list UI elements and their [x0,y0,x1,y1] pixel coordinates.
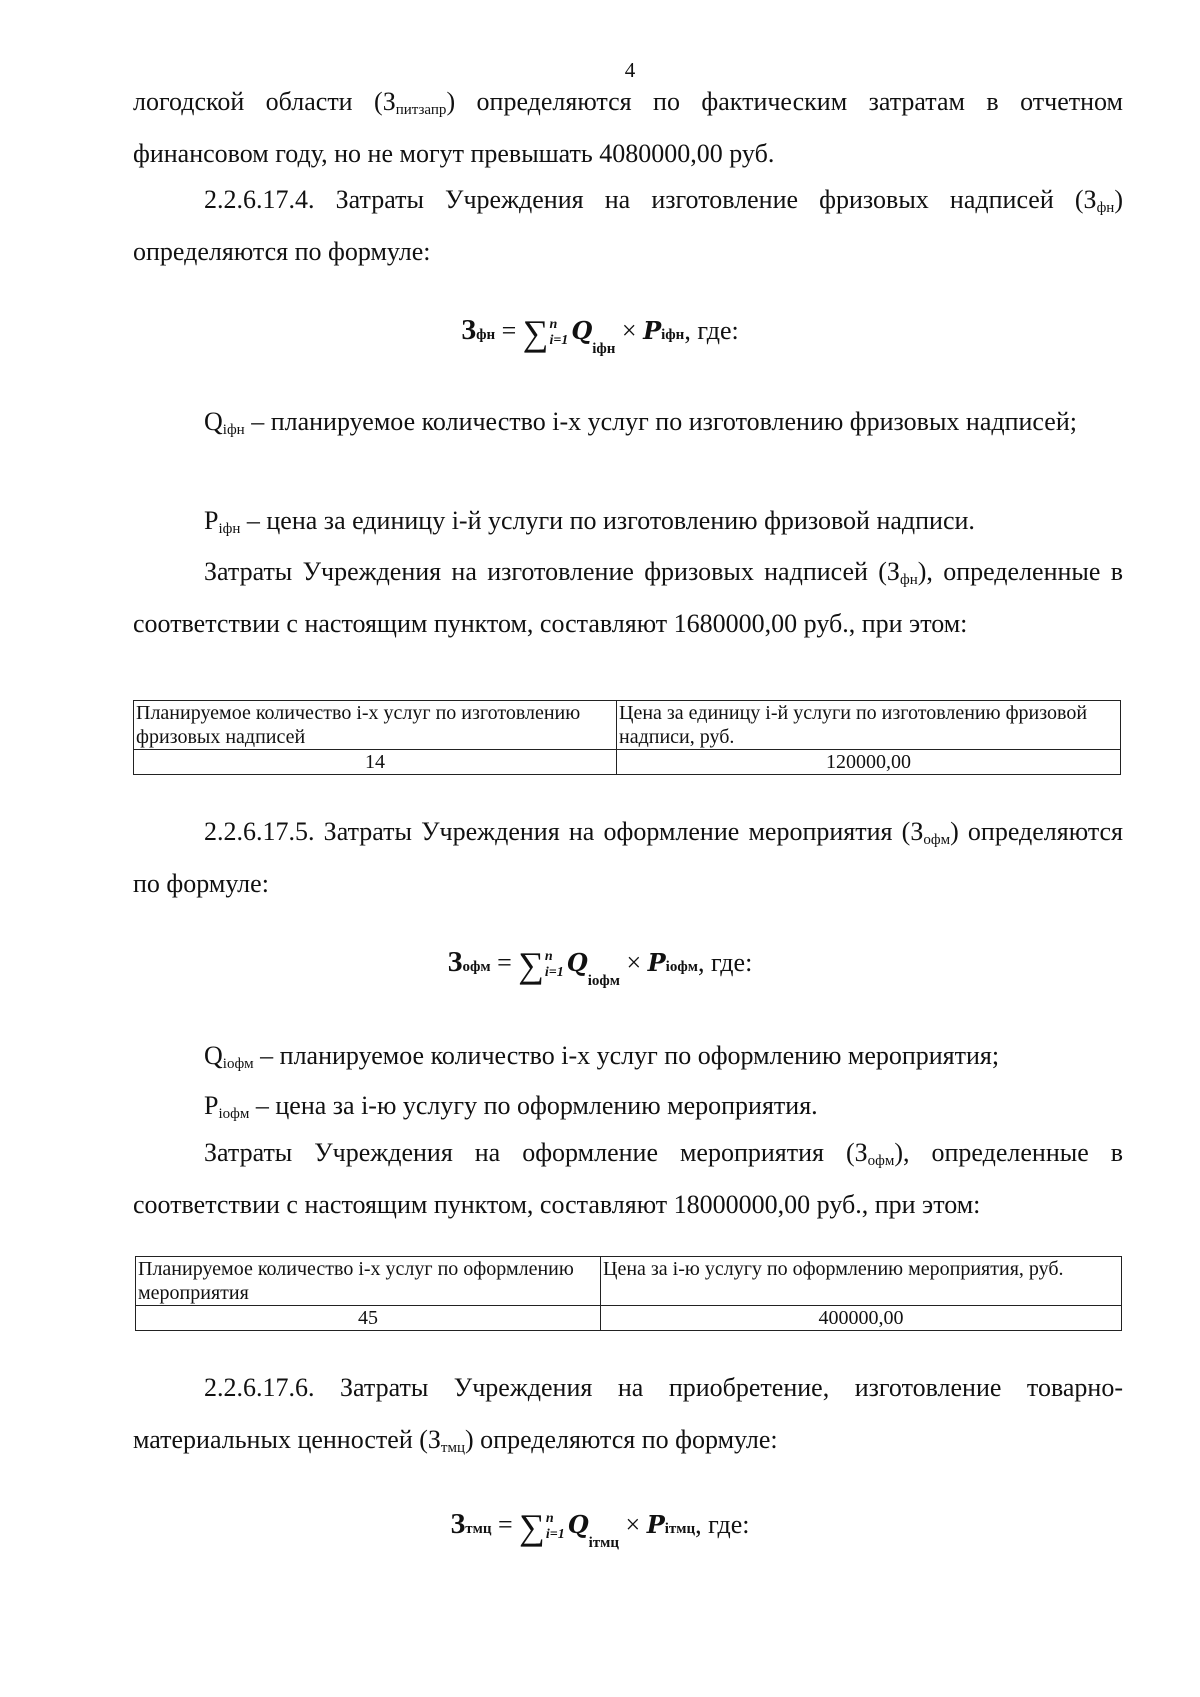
definition-q-ofm [133,1030,1123,1082]
subscript: тмц [440,1440,465,1456]
formula-lhs-sub: офм [462,959,491,975]
formula-p-sub: iфн [661,327,685,343]
formula-frieze [0,312,1200,357]
sigma-symbol: ∑ [522,313,549,353]
formula-q: Q [567,1510,589,1539]
formula-tail: , где: [695,1510,750,1539]
sigma-symbol: ∑ [519,1507,545,1547]
formula-eq: = [491,1510,520,1539]
subscript: iофм [218,1106,250,1122]
table-header-row [136,1257,1122,1306]
formula-p: P [643,316,662,345]
formula-event [0,944,1200,989]
text-run: ) определяются по формуле: [133,817,1123,898]
text-run: Затраты Учреждения на оформление мероприятия (З [204,1138,868,1167]
formula-q-sub: iфн [592,341,616,357]
sum-limits [546,1511,565,1543]
text-run: логодской области (З [133,87,396,116]
text-run: – планируемое количество i-х услуг по оформлению мероприятия; [253,1041,1000,1070]
formula-p: P [647,948,666,977]
variable: Q [204,407,223,436]
formula-lhs-sub: фн [476,327,496,343]
table-header-cell: Цена за единицу i-й услуги по изготовлению фризовой надписи, руб. [617,701,1121,750]
text-run: – цена за i-ю услугу по оформлению мероприятия. [249,1091,818,1120]
formula-q: Q [566,948,588,977]
sum-limits [549,317,568,349]
text-run: – планируемое количество i-х услуг по изготовлению фризовых надписей; [244,407,1077,436]
text-run: ), определенные в соответствии с настоящим пунктом, составляют 1680000,00 руб., при этом: [133,557,1124,638]
formula-times: × [619,948,648,977]
formula-p-sub: iофм [665,959,698,975]
text-run: ) определяются по фактическим затратам в отчетном финансовом году, но не могут превышать 4080000,00 руб. [133,87,1123,168]
paragraph-2-2-6-17-4 [133,174,1123,278]
variable: P [204,506,219,535]
formula-eq: = [495,316,523,345]
text-run: Затраты Учреждения на изготовление фризовых надписей (З [204,557,900,586]
formula-lhs-sub: тмц [465,1521,492,1537]
formula-q: Q [571,316,593,345]
table-event [135,1256,1122,1331]
table-header-cell: Цена за i-ю услугу по оформлению мероприятия, руб. [601,1257,1122,1306]
paragraph-continuation [133,76,1123,180]
page-number: 4 [624,58,636,82]
formula-p: P [646,1510,665,1539]
table-cell: 14 [134,750,617,775]
sum-upper: n [545,1511,554,1527]
table-cell: 120000,00 [617,750,1121,775]
text-run: – цена за единицу i-й услуги по изготовлению фризовой надписи. [240,506,975,535]
definition-p-ofm [133,1080,1123,1132]
text-run: ) определяются по формуле: [465,1425,778,1454]
definition-p-fn [133,495,1123,547]
table-header-row [134,701,1121,750]
formula-tail: , где: [697,948,753,977]
formula-times: × [615,316,644,345]
subscript: офм [923,832,951,848]
text-run: ) определяются по формуле: [133,185,1123,266]
table-cell: 400000,00 [601,1306,1122,1331]
formula-lhs: З [447,947,463,978]
text-run: 2.2.6.17.6. Затраты Учреждения на приобретение, изготовление товарно-материальных ценностей (З [133,1373,1123,1454]
definition-q-fn [133,396,1123,448]
formula-eq: = [490,948,519,977]
subscript: питзапр [395,102,447,118]
variable: P [204,1091,219,1120]
formula-q-sub: iтмц [588,1535,620,1551]
formula-tail: , где: [684,316,739,345]
subscript: iфн [222,422,245,438]
table-header-cell: Планируемое количество i-х услуг по оформлению мероприятия [136,1257,601,1306]
subscript: фн [1096,200,1115,216]
formula-lhs: З [461,315,477,346]
table-frieze [133,700,1121,775]
sum-lower: i=1 [545,1527,565,1543]
table-row [136,1306,1122,1331]
paragraph-2-2-6-17-6 [133,1362,1123,1466]
sigma-symbol: ∑ [518,945,544,985]
table-cell: 45 [136,1306,601,1331]
table-row [134,750,1121,775]
sum-lower: i=1 [549,333,569,349]
text-run: 2.2.6.17.4. Затраты Учреждения на изготовление фризовых надписей (З [204,185,1097,214]
sum-upper: n [549,317,558,333]
text-run: ), определенные в соответствии с настоящим пунктом, составляют 18000000,00 руб., при этом: [133,1138,1123,1219]
paragraph-event-cost [133,1127,1123,1231]
table-header-cell: Планируемое количество i-х услуг по изготовлению фризовых надписей [134,701,617,750]
subscript: офм [867,1153,895,1169]
sum-limits [545,949,564,981]
paragraph-2-2-6-17-5 [133,806,1123,910]
formula-q-sub: iофм [587,973,620,989]
text-run: 2.2.6.17.5. Затраты Учреждения на оформление мероприятия (З [204,817,924,846]
sum-lower: i=1 [544,965,564,981]
formula-p-sub: iтмц [664,1521,696,1537]
subscript: iфн [218,521,241,537]
subscript: iофм [222,1056,254,1072]
paragraph-frieze-cost [133,546,1123,650]
variable: Q [204,1041,223,1070]
subscript: фн [899,572,918,588]
sum-upper: n [544,949,553,965]
formula-inventory [0,1506,1200,1551]
formula-lhs: З [450,1509,466,1540]
formula-times: × [619,1510,647,1539]
